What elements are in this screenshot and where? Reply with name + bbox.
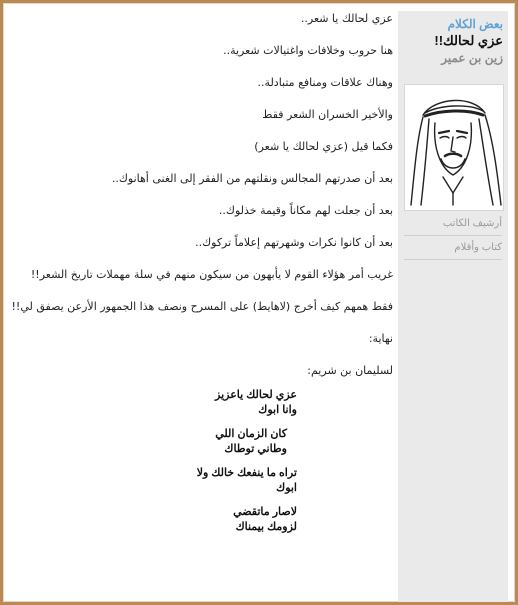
poem-line: عزي لحالك ياعزيز xyxy=(215,389,297,401)
paragraph: فكما قيل (عزي لحالك يا شعر) xyxy=(254,140,393,153)
sidebar xyxy=(398,11,508,602)
writers-link[interactable]: كتاب وأقلام xyxy=(404,237,502,260)
poem-line: لزومك بيمناك xyxy=(235,521,297,533)
article-headline: عزي لحالك!! xyxy=(434,33,503,48)
paragraph: بعد أن جعلت لهم مكاناً وقيمة خذلوك.. xyxy=(218,204,393,217)
poem-line: كان الزمان اللي xyxy=(215,428,287,440)
poem-verse xyxy=(9,505,297,535)
paragraph: نهاية: xyxy=(368,332,393,345)
poem-line: ابوك xyxy=(276,482,297,494)
paragraph: والأخير الخسران الشعر فقط xyxy=(262,108,393,121)
paragraph: فقط همهم كيف أخرج (لاهايط) على المسرح ونصف هذا الجمهور الأرعن يصفق لي!! xyxy=(11,300,393,313)
poem-line: وانا ابوك xyxy=(258,404,297,416)
sidebar-header xyxy=(398,11,508,66)
paragraph: وهناك علاقات ومنافع متبادلة.. xyxy=(257,76,393,89)
poem-verse xyxy=(9,388,297,418)
column-series-title: بعض الكلام xyxy=(447,17,503,31)
paragraph: بعد أن صدرتهم المجالس ونقلتهم من الفقر إلى الغنى أهانوك.. xyxy=(111,172,393,185)
paragraph: غريب أمر هؤلاء القوم لا يأبهون من سيكون منهم في سلة مهملات تاريخ الشعر!! xyxy=(30,268,393,281)
paragraph: لسليمان بن شريم: xyxy=(307,364,393,377)
author-name: زين بن عمير xyxy=(441,51,503,65)
poem-verse xyxy=(9,427,297,457)
article-body xyxy=(9,11,393,596)
author-archive-link[interactable]: أرشيف الكاتب xyxy=(404,213,502,236)
paragraph: بعد أن كانوا نكرات وشهرتهم إعلاماً تركوك.. xyxy=(195,236,393,249)
paragraph: هنا حروب وخلافات واغتيالات شعرية.. xyxy=(223,44,393,57)
poem-line: وطاني توطاك xyxy=(224,443,287,455)
author-portrait xyxy=(404,84,504,211)
poem xyxy=(9,388,393,535)
poem-line: لاصار ماتقضي xyxy=(233,506,297,518)
poem-verse xyxy=(9,466,297,496)
poem-line: تراه ما ينفعك خالك ولا xyxy=(196,467,297,479)
author-portrait-sketch xyxy=(405,85,503,210)
paragraph: عزي لحالك يا شعر.. xyxy=(300,12,393,25)
